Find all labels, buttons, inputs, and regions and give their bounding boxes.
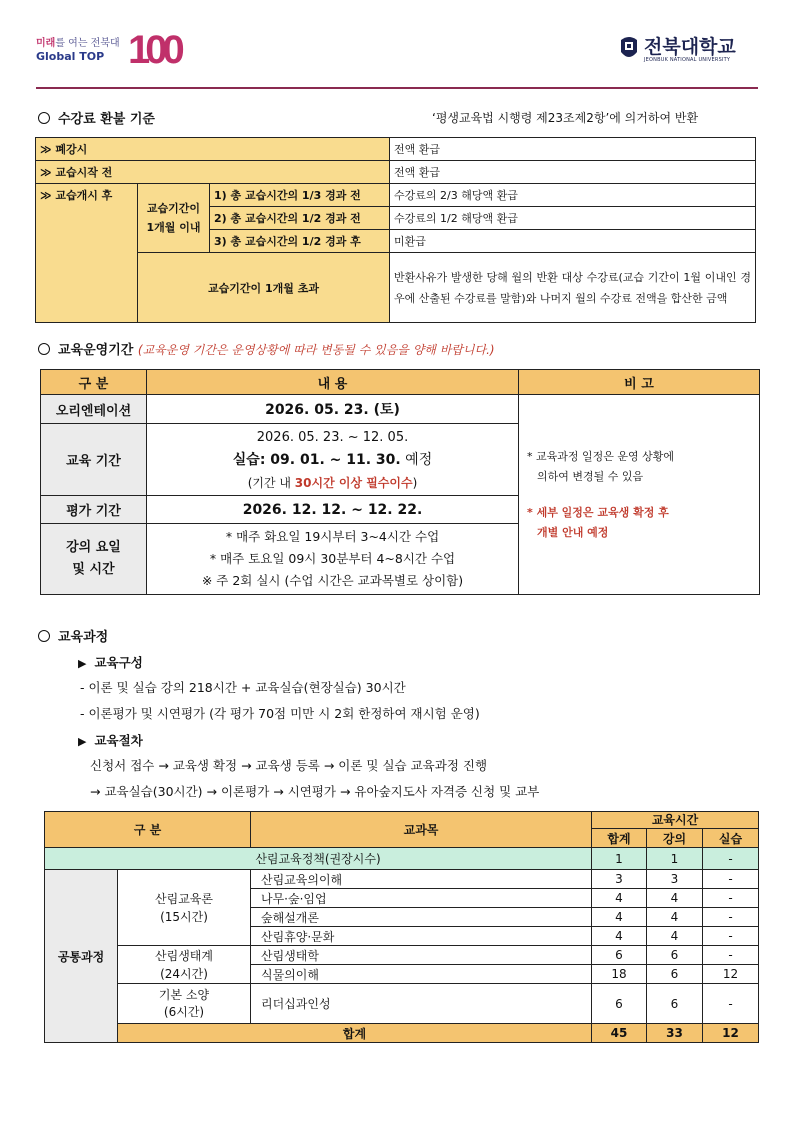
table-row: 숲해설개론 4 4 - — [45, 908, 759, 927]
header-divider — [36, 87, 758, 89]
table-row: 합계 45 33 12 — [45, 1024, 759, 1043]
procedure-heading: ▶ 교육절차 — [78, 733, 143, 748]
table-row: 오리엔테이션 2026. 05. 23. (토) * 교육과정 일정은 운영 상황에 의하여 변경될 수 있음 * 세부 일정은 교육생 확정 후 개별 안내 예정 — [41, 395, 760, 424]
triangle-bullet-icon: ▶ — [78, 657, 87, 670]
table-row: 2) 총 교습시간의 1/2 경과 전 수강료의 1/2 해당액 환급 — [36, 207, 756, 230]
table-row: 강의 요일 및 시간 * 매주 화요일 19시부터 3~4시간 수업 * 매주 토요일 09시 30분부터 4~8시간 수업 ※ 주 2회 실시 (수업 시간은 교과목별로 상이함) — [41, 524, 760, 595]
composition-heading: ▶ 교육구성 — [78, 655, 143, 670]
global-top-100-logo: 미래를 여는 전북대 Global TOP 100 — [36, 28, 180, 72]
university-seal-icon — [618, 34, 640, 64]
table-row: 구 분 교과목 교육시간 — [45, 812, 759, 829]
table-row: 식물의이해 18 6 12 — [45, 965, 759, 984]
curriculum-section-title: 교육과정 — [38, 626, 108, 645]
refund-section-title: 수강료 환불 기준 — [38, 108, 155, 127]
composition-line: - 이론평가 및 시연평가 (각 평가 70점 미만 시 2회 한정하여 재시험 운영) — [80, 706, 480, 721]
table-row: ≫ 교습개시 후 교습기간이 1개월 이내 1) 총 교습시간의 1/3 경과 전 수강료의 2/3 해당액 환급 — [36, 184, 756, 207]
circle-bullet-icon — [38, 112, 50, 124]
page-header — [0, 0, 793, 100]
triangle-bullet-icon: ▶ — [78, 735, 87, 748]
circle-bullet-icon — [38, 630, 50, 642]
procedure-line: 신청서 접수 → 교육생 확정 → 교육생 등록 → 이론 및 실습 교육과정 진행 — [90, 758, 488, 773]
table-row: ≫ 교습시작 전 전액 환급 — [36, 161, 756, 184]
table-row: 산림생태계 (24시간) 산림생태학 6 6 - — [45, 946, 759, 965]
table-row: ≫ 폐강시 전액 환급 — [36, 138, 756, 161]
table-row: 기본 소양 (6시간) 리더십과인성 6 6 - — [45, 984, 759, 1024]
table-row: 산림휴양·문화 4 4 - — [45, 927, 759, 946]
remark-cell: * 교육과정 일정은 운영 상황에 의하여 변경될 수 있음 * 세부 일정은 교육생 확정 후 개별 안내 예정 — [519, 395, 760, 595]
table-row: 구 분 내 용 비 고 — [41, 370, 760, 395]
table-row: 3) 총 교습시간의 1/2 경과 후 미환급 — [36, 230, 756, 253]
period-section-title: 교육운영기간 (교육운영 기간은 운영상황에 따라 변동될 수 있음을 양해 바랍니다.) — [38, 339, 495, 358]
circle-bullet-icon — [38, 343, 50, 355]
table-row: 공통과정 산림교육론 (15시간) 산림교육의이해 3 3 - — [45, 870, 759, 889]
table-row: 교습기간이 1개월 초과 반환사유가 발생한 당해 월의 반환 대상 수강료(교습 기간이 1월 이내인 경우에 산출된 수강료를 말함)와 나머지 월의 수강료 전액을 합산한 금액 — [36, 253, 756, 323]
jbnu-logo: 전북대학교 JEONBUK NATIONAL UNIVERSITY — [614, 32, 764, 72]
course-table — [44, 811, 759, 1043]
table-row: 산림교육정책(권장시수) 1 1 - — [45, 848, 759, 870]
procedure-line: → 교육실습(30시간) → 이론평가 → 시연평가 → 유아숲지도사 자격증 신청 및 교부 — [90, 784, 540, 799]
table-row: 나무·숲·임업 4 4 - — [45, 889, 759, 908]
refund-legal-note: ‘평생교육법 시행령 제23조제2항’에 의거하여 반환 — [432, 111, 699, 125]
table-row: 합계 강의 실습 — [45, 829, 759, 848]
refund-table — [35, 137, 756, 323]
table-row: 교육 기간 2026. 05. 23. ~ 12. 05. 실습: 09. 01. ~ 11. 30. 예정 (기간 내 30시간 이상 필수이수) — [41, 424, 760, 496]
composition-line: - 이론 및 실습 강의 218시간 + 교육실습(현장실습) 30시간 — [80, 680, 406, 695]
period-table — [40, 369, 760, 595]
table-row: 평가 기간 2026. 12. 12. ~ 12. 22. — [41, 496, 760, 524]
